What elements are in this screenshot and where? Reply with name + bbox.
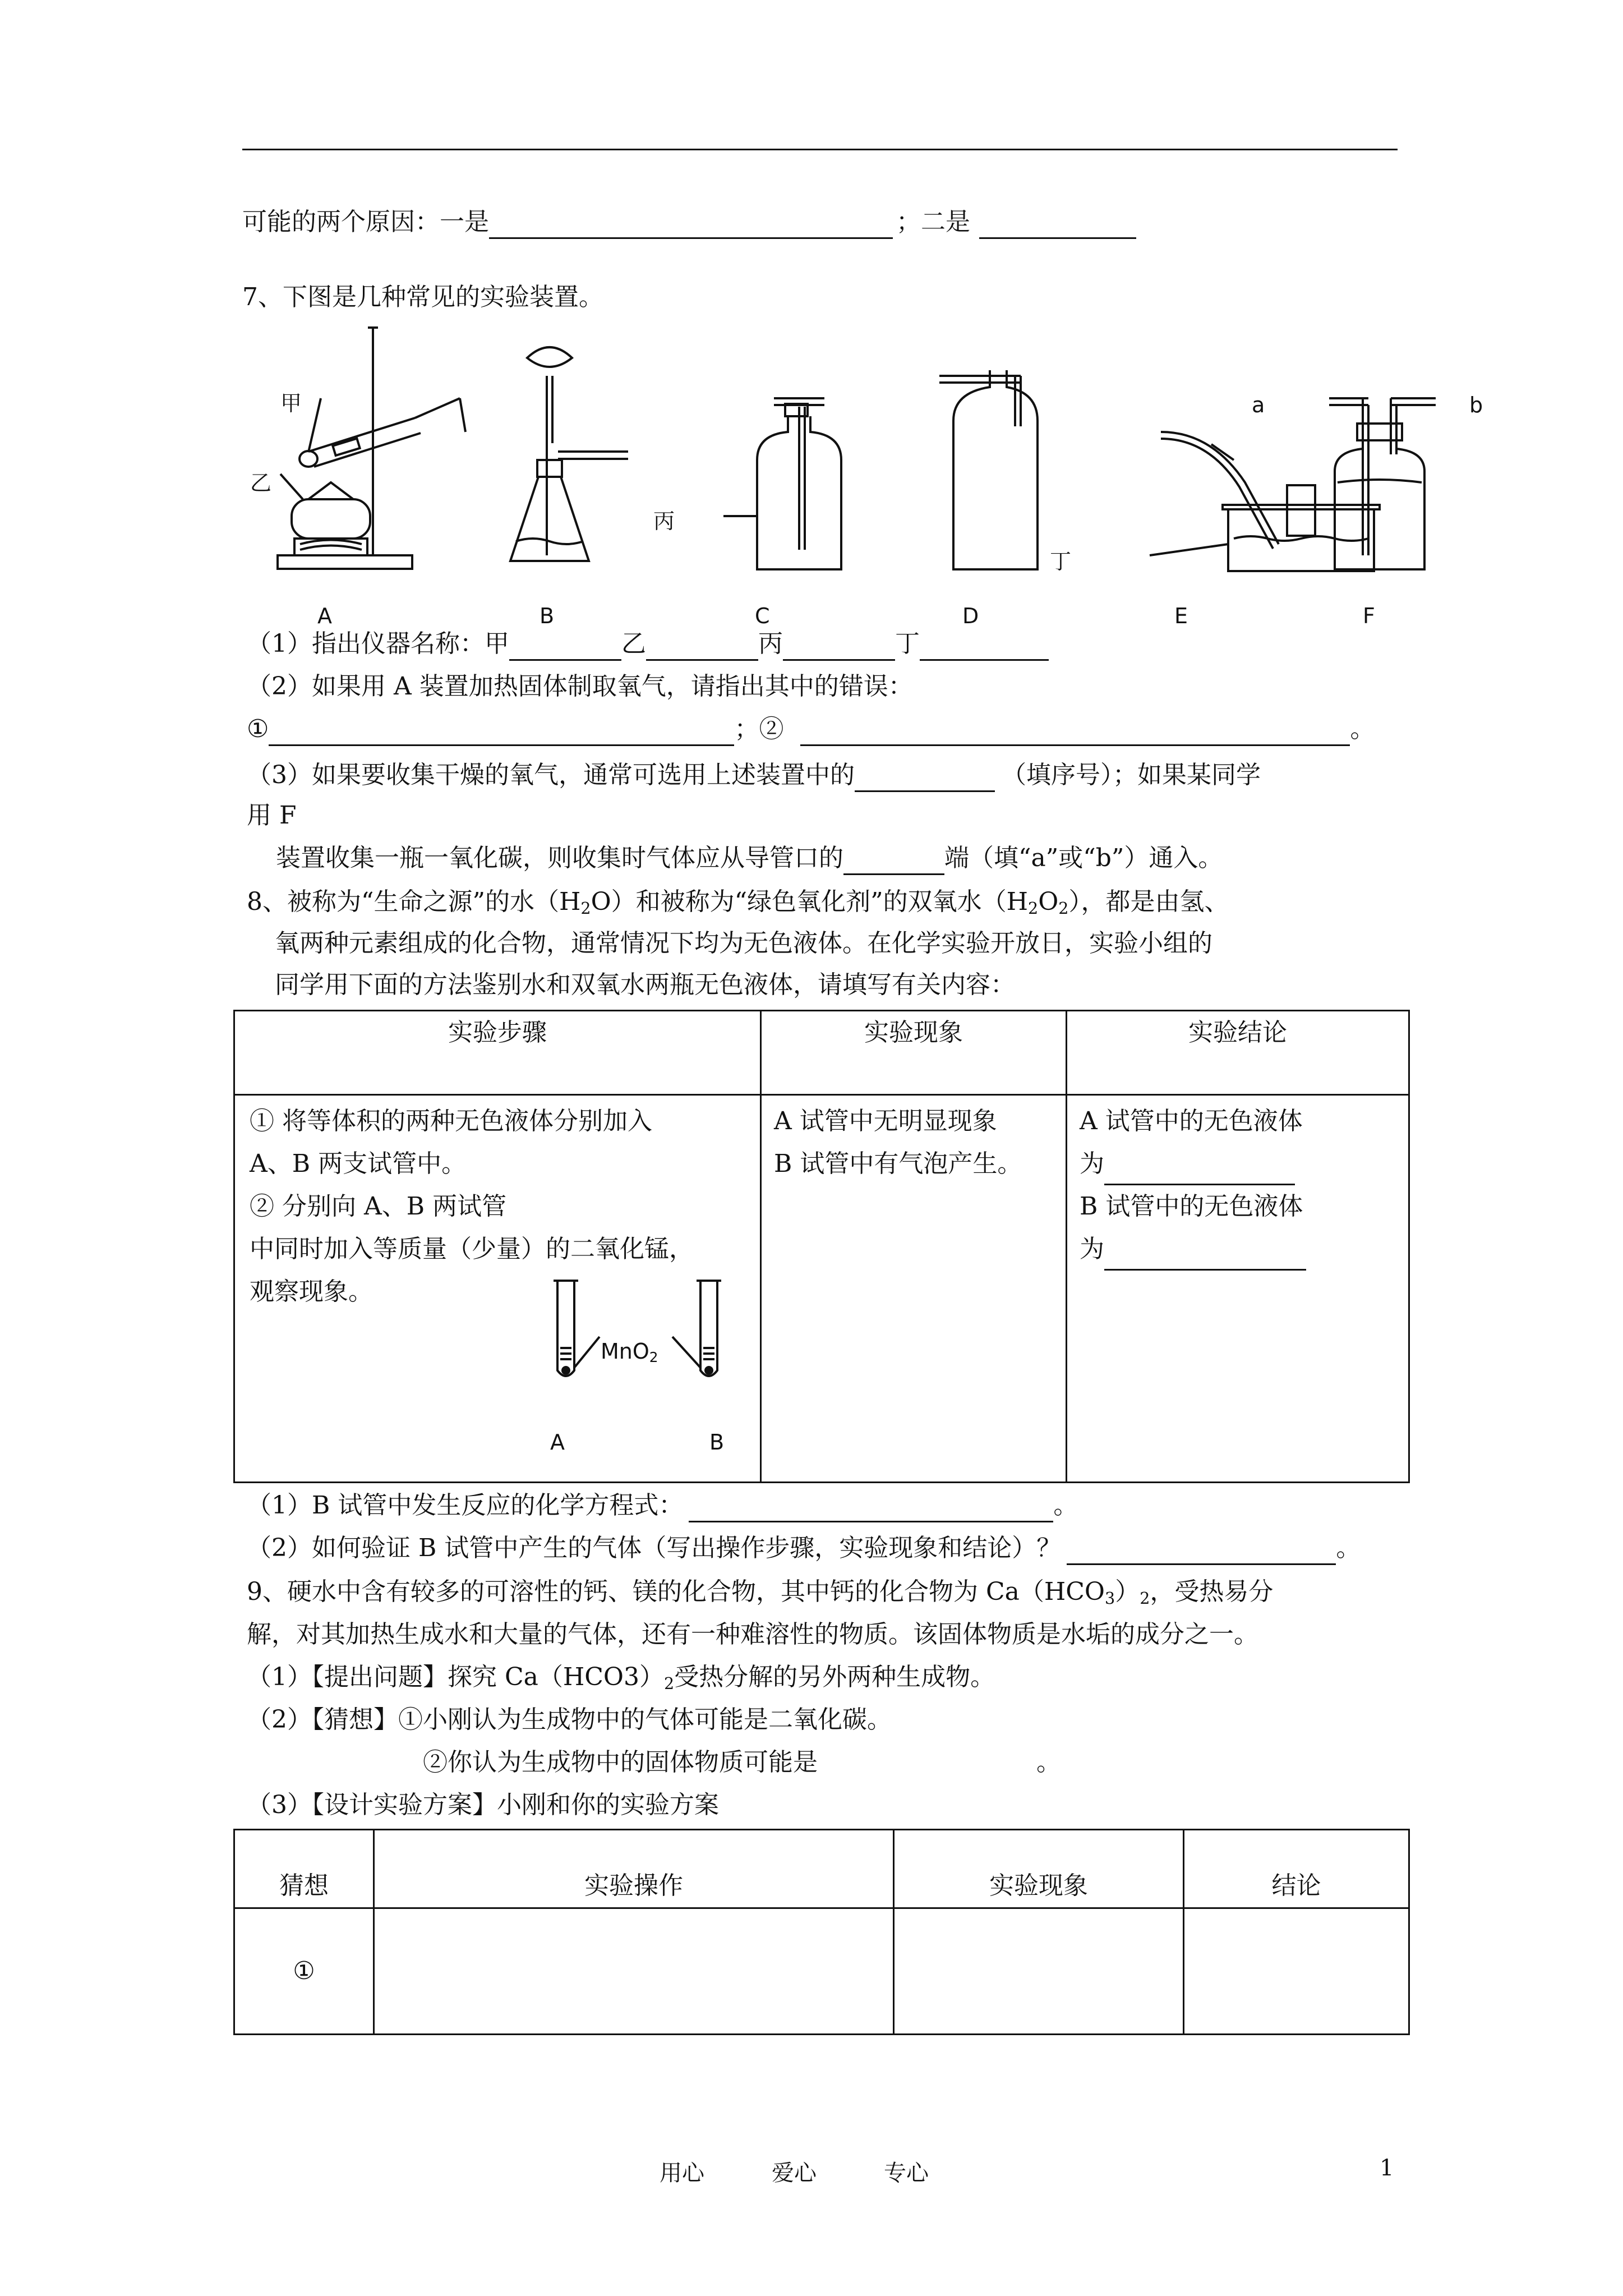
apparatus-a <box>278 328 465 569</box>
label-jia: 甲 <box>280 391 302 416</box>
tube-b-label: B <box>709 1430 725 1455</box>
apparatus-b <box>510 347 628 561</box>
q9-table <box>233 1829 1410 2035</box>
answer-blank[interactable] <box>920 634 1049 661</box>
q9-line2: 解，对其加热生成水和大量的气体，还有一种难溶性的物质。该固体物质是水垢的成分之一。 <box>247 1620 1258 1649</box>
header-rule <box>242 149 1398 150</box>
apparatus-d <box>939 370 1038 569</box>
label-yi: 乙 <box>250 471 272 495</box>
footer-item: 用心 <box>660 2160 704 2186</box>
q8-line2: 氧两种元素组成的化合物，通常情况下均为无色液体。在化学实验开放日，实验小组的 <box>275 929 1212 958</box>
apparatus-f <box>1329 398 1436 569</box>
prev-question-line: 可能的两个原因：一是 ；二是 <box>242 205 1136 239</box>
q8-sub1: （1）B 试管中发生反应的化学方程式： 。 <box>247 1489 1078 1522</box>
letter-a: A <box>317 604 332 628</box>
q9-header-operation: 实验操作 <box>374 1830 894 1908</box>
q9-row1-operation[interactable] <box>374 1908 894 2035</box>
q9-part1: （1）【提出问题】探究 $Ca(HCO3)_2$受热分解的另外两种生成物。 <box>247 1663 995 1694</box>
label-bing: 丙 <box>653 509 675 533</box>
q9-part3: （3）【设计实验方案】小刚和你的实验方案 <box>247 1791 719 1819</box>
answer-blank[interactable] <box>689 1496 1053 1522</box>
q9-row1-conclusion[interactable] <box>1184 1908 1409 2035</box>
q7-stem: 7、下图是几种常见的实验装置。 <box>242 283 603 311</box>
q8-line1: 8、被称为“生命之源”的水$(H_2O)$和被称为“绿色氧化剂”的双氧水$(H_2O_2)$，都是由氢、 <box>247 887 1229 918</box>
letter-b: B <box>540 604 555 628</box>
q9-row1-phenomenon[interactable] <box>894 1908 1184 2035</box>
answer-blank[interactable] <box>1104 1244 1306 1271</box>
answer-blank[interactable] <box>783 634 895 661</box>
q7-part3-line2: 用 F <box>247 801 297 830</box>
letter-d: D <box>962 604 979 628</box>
footer-item: 专心 <box>884 2160 929 2186</box>
q8-sub2: （2）如何验证 B 试管中产生的气体（写出操作步骤，实验现象和结论）？ 。 <box>247 1531 1361 1565</box>
letter-e: E <box>1174 604 1188 628</box>
q8-table <box>233 1010 1410 1483</box>
q7-part2: （2）如果用 A 装置加热固体制取氧气，请指出其中的错误： <box>247 672 913 701</box>
q9-row1-guess: ① <box>234 1908 374 2035</box>
q8-header-conclusion: 实验结论 <box>1067 1011 1409 1095</box>
answer-blank[interactable] <box>843 849 944 875</box>
apparatus-figure <box>247 314 1514 628</box>
q9-part2: （2）【猜想】①小刚认为生成物中的气体可能是二氧化碳。 <box>247 1705 892 1734</box>
label-ding: 丁 <box>1050 549 1072 574</box>
tube-a-label: A <box>550 1430 565 1455</box>
q9-part2b: ②你认为生成物中的固体物质可能是 。 <box>423 1748 1061 1777</box>
q8-line3: 同学用下面的方法鉴别水和双氧水两瓶无色液体，请填写有关内容： <box>275 970 1015 999</box>
letter-c: C <box>755 604 770 628</box>
reagent-label: MnO$_2$ <box>601 1339 658 1366</box>
answer-blank[interactable] <box>1104 1159 1295 1185</box>
q9-line1: 9、硬水中含有较多的可溶性的钙、镁的化合物，其中钙的化合物为 $Ca(HCO_3)_2$，受热易分 <box>247 1577 1274 1608</box>
q7-part1: （1）指出仪器名称：甲 乙 丙 丁 <box>247 627 1049 661</box>
q8-header-phenomena: 实验现象 <box>761 1011 1067 1095</box>
answer-blank[interactable] <box>800 720 1350 746</box>
answer-blank[interactable] <box>1067 1539 1336 1565</box>
q8-conclusion-cell: A 试管中的无色液体 为 B 试管中的无色液体 为 <box>1067 1095 1409 1483</box>
q9-header-conclusion: 结论 <box>1184 1830 1409 1908</box>
q7-part3-line3: 装置收集一瓶一氧化碳，则收集时气体应从导管口的 端（填“a”或“b”）通入。 <box>276 841 1223 875</box>
q8-header-steps: 实验步骤 <box>234 1011 761 1095</box>
q7-part3-line1: （3）如果要收集干燥的氧气，通常可选用上述装置中的 （填序号）；如果某同学 <box>247 758 1261 792</box>
answer-blank[interactable] <box>509 634 621 661</box>
letter-f: F <box>1363 604 1375 628</box>
q9-header-guess: 猜想 <box>234 1830 374 1908</box>
answer-blank[interactable] <box>855 766 995 792</box>
answer-blank[interactable] <box>489 213 893 239</box>
q8-steps-cell: ① 将等体积的两种无色液体分别加入 A、B 两支试管中。 ② 分别向 A、B 两试管 中同时加入等质量（少量）的二氧化锰， 观察现象。 MnO$_2$ A B <box>234 1095 761 1483</box>
page-number: 1 <box>1380 2155 1394 2181</box>
answer-blank[interactable] <box>646 634 758 661</box>
q7-part2-answers: ① ；② 。 <box>247 712 1375 746</box>
label-b: b <box>1469 393 1483 417</box>
answer-blank[interactable] <box>269 720 734 746</box>
apparatus-c <box>723 398 841 569</box>
footer-item: 爱心 <box>772 2160 817 2186</box>
answer-blank[interactable] <box>979 213 1136 239</box>
q9-header-phenomenon: 实验现象 <box>894 1830 1184 1908</box>
q8-phenomena-cell: A 试管中无明显现象 B 试管中有气泡产生。 <box>761 1095 1067 1483</box>
label-a: a <box>1252 393 1265 417</box>
